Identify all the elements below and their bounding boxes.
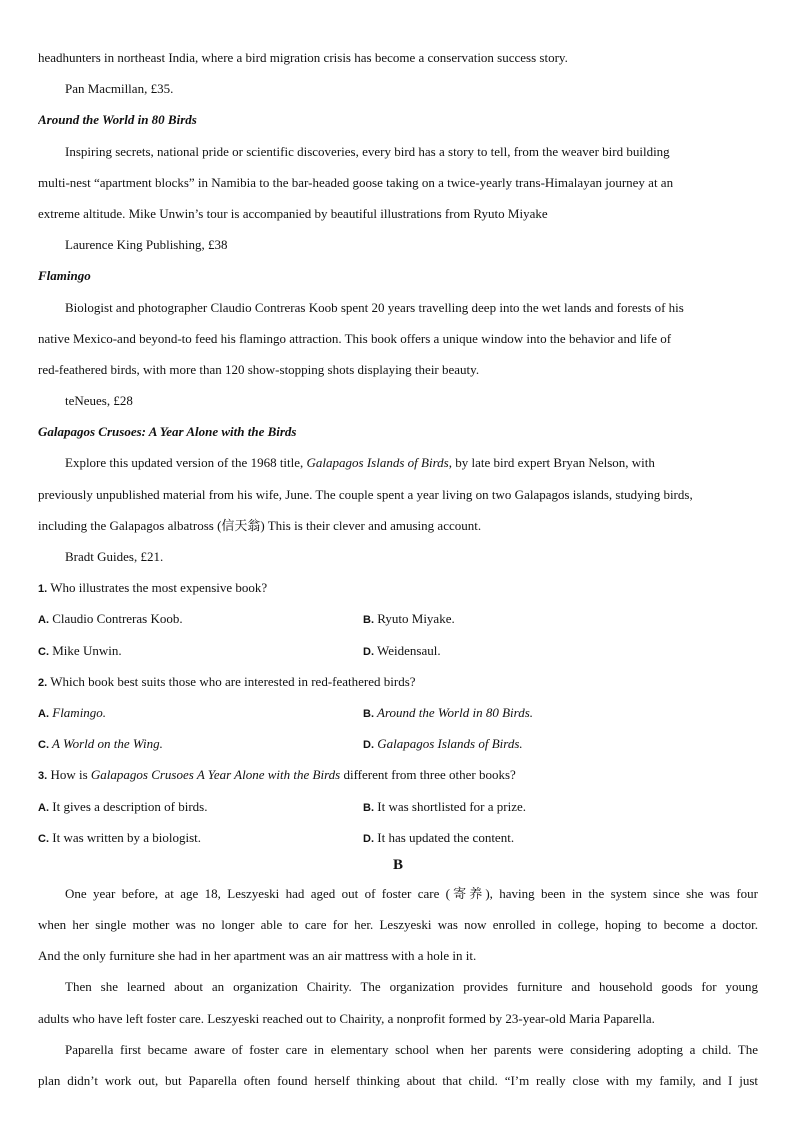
intro-tail-text: headhunters in northeast India, where a bird migration crisis has become a conservation success story. xyxy=(38,50,568,65)
document-page xyxy=(38,42,758,1096)
option-letter: B. xyxy=(363,707,374,720)
answer-option[interactable] xyxy=(363,697,688,728)
option-text: A World on the Wing. xyxy=(49,736,163,752)
option-text: Mike Unwin. xyxy=(49,642,122,658)
option-text: It was shortlisted for a prize. xyxy=(374,798,526,814)
book-publisher: Bradt Guides, £21. xyxy=(65,549,164,564)
intro-publisher: Pan Macmillan, £35. xyxy=(65,81,174,97)
answer-option[interactable] xyxy=(363,728,688,759)
option-text: Weidensaul. xyxy=(374,642,441,658)
question-text: Which book best suits those who are interested in red-feathered birds? xyxy=(47,673,416,689)
option-letter: B. xyxy=(363,801,374,814)
book-publisher: Laurence King Publishing, £38 xyxy=(65,237,228,253)
options-row xyxy=(38,728,758,759)
question-text: different from three other books? xyxy=(340,767,516,783)
answer-option[interactable] xyxy=(38,603,363,634)
book-description-line: red-feathered birds, with more than 120 show-stopping shots displaying their beauty. xyxy=(38,361,480,377)
question-stem xyxy=(38,572,758,603)
question-number: 2. xyxy=(38,676,48,689)
option-letter: C. xyxy=(38,645,49,658)
answer-option[interactable] xyxy=(363,791,688,822)
book-title: Galapagos Crusoes: A Year Alone with the Birds xyxy=(38,424,297,440)
book-publisher: teNeues, £28 xyxy=(65,393,133,409)
passage-line: adults who have left foster care. Leszyeski reached out to Chairity, a nonprofit formed by 23-year-old Maria Paparella. xyxy=(38,1010,655,1026)
text-run: , by late bird expert Bryan Nelson, with xyxy=(448,455,655,471)
answer-option[interactable] xyxy=(363,822,688,853)
option-letter: D. xyxy=(363,645,374,658)
option-text: It was written by a biologist. xyxy=(49,829,202,845)
question-text: How is xyxy=(47,767,91,783)
options-row xyxy=(38,697,758,728)
book-description-line: previously unpublished material from his wife, June. The couple spent a year living on two Galapagos islands, studying birds, xyxy=(38,486,693,502)
answer-option[interactable] xyxy=(38,635,363,666)
text-run: Explore this updated version of the 1968 title, xyxy=(65,455,307,471)
passage-line: And the only furniture she had in her apartment was an air mattress with a hole in it. xyxy=(38,948,477,964)
options-row xyxy=(38,603,758,634)
option-text: It gives a description of birds. xyxy=(49,798,208,814)
option-text: Claudio Contreras Koob. xyxy=(49,611,183,627)
option-text: Flamingo. xyxy=(49,704,107,720)
italic-book-title: Galapagos Crusoes A Year Alone with the Birds xyxy=(90,767,341,783)
option-letter: D. xyxy=(363,832,374,845)
option-letter: A. xyxy=(38,614,49,627)
answer-option[interactable] xyxy=(38,791,363,822)
passage-line: Paparella first became aware of foster care in elementary school when her parents were considering adopting a child. The xyxy=(65,1041,758,1057)
option-text: Ryuto Miyake. xyxy=(374,611,455,627)
book-description-line: Inspiring secrets, national pride or scientific discoveries, every bird has a story to tell, from the weaver bird building xyxy=(65,143,670,159)
answer-option[interactable] xyxy=(38,822,363,853)
options-row xyxy=(38,791,758,822)
question-number: 3. xyxy=(38,770,48,783)
passage-line: One year before, at age 18, Leszyeski had aged out of foster care (寄养), having been in the system since she was four xyxy=(65,885,758,901)
options-row xyxy=(38,635,758,666)
option-letter: D. xyxy=(363,739,374,752)
book-description-line: extreme altitude. Mike Unwin’s tour is accompanied by beautiful illustrations from Ryuto Miyake xyxy=(38,205,548,221)
book-description-line xyxy=(38,447,758,478)
passage-line: plan didn’t work out, but Paparella often found herself thinking about that child. “I’m really close with my family, and I just xyxy=(38,1073,758,1088)
passage-line: Then she learned about an organization Chairity. The organization provides furniture and household goods for young xyxy=(65,979,758,995)
option-letter: C. xyxy=(38,739,49,752)
book-description-line: Biologist and photographer Claudio Contreras Koob spent 20 years travelling deep into the wet lands and forests of his xyxy=(65,299,684,315)
book-title: Around the World in 80 Birds xyxy=(38,112,197,128)
answer-option[interactable] xyxy=(363,603,688,634)
option-text: Around the World in 80 Birds. xyxy=(374,704,534,720)
answer-option[interactable] xyxy=(363,635,688,666)
options-row xyxy=(38,822,758,853)
answer-option[interactable] xyxy=(38,697,363,728)
option-text: It has updated the content. xyxy=(374,829,515,845)
option-letter: A. xyxy=(38,707,49,720)
passage-line: when her single mother was no longer able to care for her. Leszyeski was now enrolled in college, hoping to become a doctor. xyxy=(38,917,758,933)
option-letter: C. xyxy=(38,832,49,845)
book-description-line: including the Galapagos albatross (信天翁) This is their clever and amusing account. xyxy=(38,517,482,533)
option-letter: A. xyxy=(38,801,49,814)
section-heading: B xyxy=(392,856,403,873)
italic-book-title: Galapagos Islands of Birds xyxy=(306,455,449,471)
book-description-line: multi-nest “apartment blocks” in Namibia to the bar-headed goose taking on a twice-yearly trans-Himalayan journey at an xyxy=(38,174,674,190)
answer-option[interactable] xyxy=(38,728,363,759)
option-letter: B. xyxy=(363,614,374,627)
question-stem xyxy=(38,759,758,790)
question-text: Who illustrates the most expensive book? xyxy=(47,580,268,596)
question-stem xyxy=(38,666,758,697)
question-number: 1. xyxy=(38,583,48,596)
option-text: Galapagos Islands of Birds. xyxy=(374,736,523,752)
book-title: Flamingo xyxy=(38,268,91,284)
book-description-line: native Mexico-and beyond-to feed his flamingo attraction. This book offers a unique window into the behavior and life of xyxy=(38,330,672,346)
